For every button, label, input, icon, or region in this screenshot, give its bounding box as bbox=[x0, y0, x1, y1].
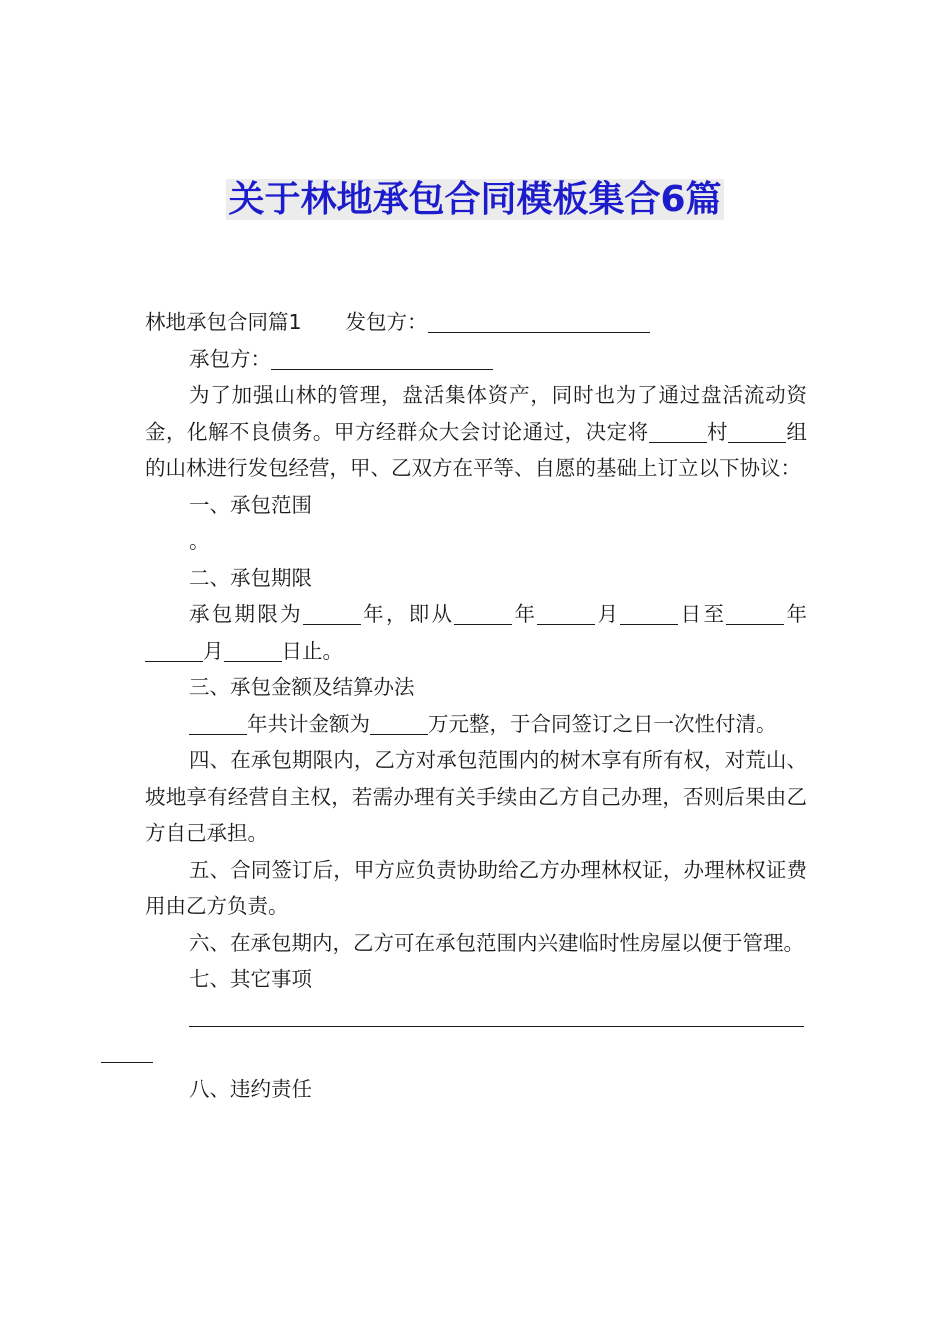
section-2-content bbox=[145, 596, 807, 669]
document-title bbox=[0, 176, 950, 224]
section-1-heading: 一、承包范围 bbox=[189, 492, 312, 517]
section-7-content bbox=[145, 998, 807, 1071]
term-text-3: 年 bbox=[512, 602, 538, 626]
other-matters-blank-1 bbox=[189, 1002, 804, 1027]
amount-blank bbox=[370, 710, 428, 735]
section-4: 四、在承包期限内，乙方对承包范围内的树木享有所有权，对荒山、坡地享有经营自主权，若需办理有关手续由乙方自己办理，否则后果由乙方自己承担。 bbox=[145, 748, 807, 845]
term-text-6: 年 bbox=[784, 602, 808, 626]
section-3-heading: 三、承包金额及结算办法 bbox=[189, 675, 415, 699]
amount-text-1: 年共计金额为 bbox=[247, 711, 370, 736]
end-day-blank bbox=[224, 637, 282, 662]
village-blank bbox=[649, 418, 707, 443]
paragraph-chengbao bbox=[145, 341, 807, 378]
term-text-4: 月 bbox=[595, 602, 621, 626]
chengbao-blank bbox=[271, 345, 493, 370]
amount-text-2: 万元整，于合同签订之日一次性付清。 bbox=[428, 711, 777, 736]
section-8-heading: 八、违约责任 bbox=[189, 1076, 312, 1101]
section-2-heading: 二、承包期限 bbox=[189, 565, 312, 590]
fabao-blank bbox=[428, 308, 650, 333]
term-text-8: 日止。 bbox=[281, 638, 343, 663]
intro-text-1: 为了加强山林的管理，盘活集体资产，同时也为了通过盘活流动资金，化解不良债务。甲方经群众大会讨论通过，决定将 bbox=[145, 383, 807, 444]
start-month-blank bbox=[537, 600, 595, 625]
paragraph-intro bbox=[145, 377, 807, 487]
section-1-content: 。 bbox=[189, 529, 210, 553]
paragraph-fabao bbox=[145, 304, 807, 341]
years-blank bbox=[303, 600, 361, 625]
document-body bbox=[145, 304, 807, 1107]
contract-heading: 林地承包合同篇1 bbox=[145, 310, 302, 334]
end-month-blank bbox=[145, 637, 203, 662]
section-6: 六、在承包期内，乙方可在承包范围内兴建临时性房屋以便于管理。 bbox=[189, 930, 804, 955]
other-matters-blank-2 bbox=[101, 1038, 153, 1063]
start-year-blank bbox=[454, 600, 512, 625]
term-text-5: 日至 bbox=[678, 602, 727, 626]
section-3-content bbox=[145, 706, 807, 743]
term-text-2: 年，即从 bbox=[360, 602, 455, 626]
section-5: 五、合同签订后，甲方应负责协助给乙方办理林权证，办理林权证费用由乙方负责。 bbox=[145, 857, 807, 918]
chengbao-label: 承包方： bbox=[189, 346, 271, 371]
section-7-heading: 七、其它事项 bbox=[189, 967, 312, 991]
end-year-blank bbox=[726, 600, 784, 625]
group-blank bbox=[728, 418, 786, 443]
document-title-text: 关于林地承包合同模板集合6篇 bbox=[228, 179, 722, 220]
fabao-label: 发包方： bbox=[345, 310, 428, 334]
term-text-7: 月 bbox=[203, 638, 224, 663]
term-text-1: 承包期限为 bbox=[189, 602, 303, 626]
intro-text-2: 村 bbox=[706, 419, 729, 444]
start-day-blank bbox=[620, 600, 678, 625]
amount-year-blank bbox=[189, 710, 247, 735]
intro-text-3: 组的山林进行发包经营，甲、乙双方在平等、自愿的基础上订立以下协议： bbox=[145, 419, 808, 480]
